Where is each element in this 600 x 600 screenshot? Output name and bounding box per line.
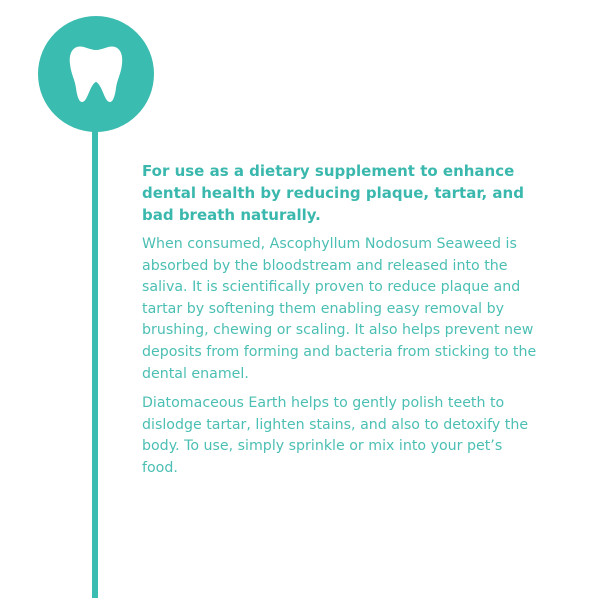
timeline-stem — [92, 110, 98, 598]
paragraph-diatomaceous: Diatomaceous Earth helps to gently polish teeth to dislodge tartar, lighten stains, and also to detoxify the body. To use, simply sprinkle or mix into your pet’s food. — [142, 395, 529, 476]
description-block — [142, 160, 542, 488]
tooth-icon — [69, 44, 123, 104]
tooth-badge — [38, 16, 154, 132]
paragraph-seaweed: When consumed, Ascophyllum Nodosum Seaweed is absorbed by the bloodstream and released into the saliva. It is scientifically proven to reduce plaque and tartar by softening them enabling easy removal by brushing, chewing or scaling. It also helps prevent new deposits from forming and bacteria from sticking to the dental enamel. — [142, 236, 537, 382]
heading: For use as a dietary supplement to enhance dental health by reducing plaque, tartar, and bad breath naturally. — [142, 162, 524, 224]
